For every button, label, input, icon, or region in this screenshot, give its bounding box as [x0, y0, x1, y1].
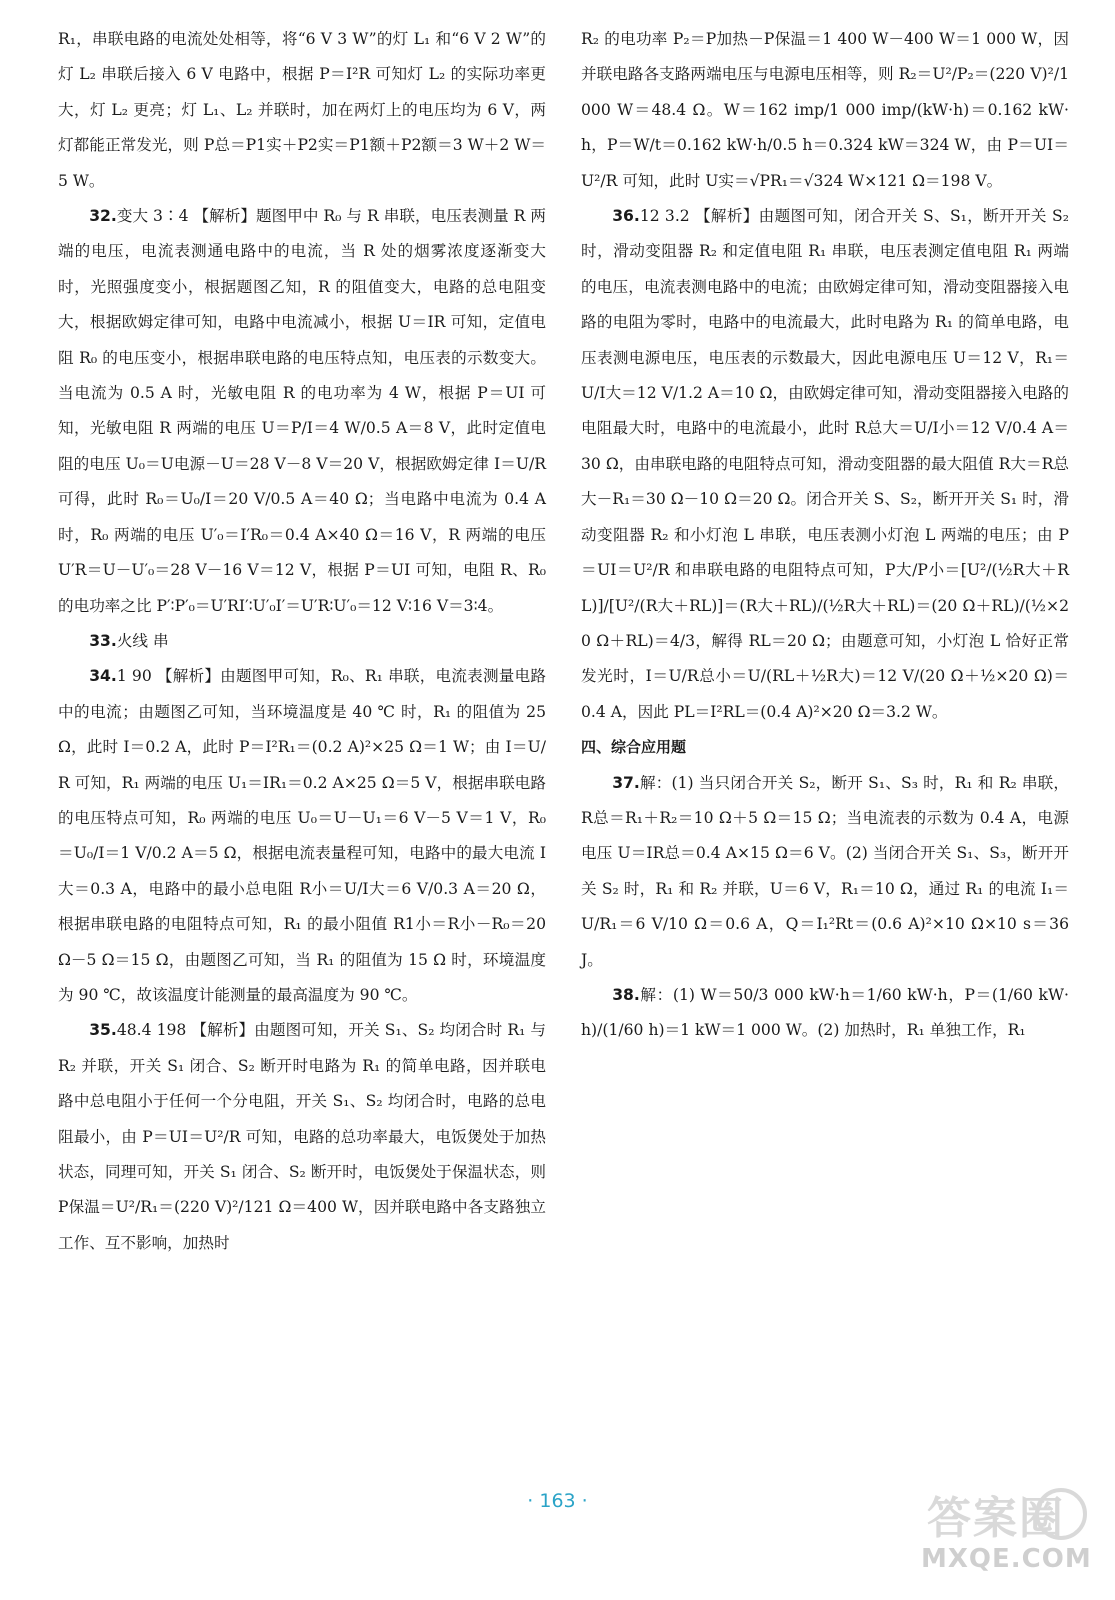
question-number: 37. — [612, 773, 640, 792]
answer-text: 火线 串 — [116, 631, 169, 650]
answer-text: 解：(1) W＝50/3 000 kW·h＝1/60 kW·h，P＝(1/60 kW·h)/(1/60 h)＝1 kW＝1 000 W。(2) 加热时，R₁ 单独工作，R₁ — [581, 985, 1069, 1040]
section-heading: 四、综合应用题 — [581, 738, 687, 757]
watermark — [921, 1482, 1091, 1582]
question-number: 38. — [612, 985, 640, 1004]
question-number: 35. — [89, 1021, 117, 1040]
answer-paragraph — [58, 659, 546, 1013]
question-number: 32. — [89, 207, 117, 226]
left-column — [58, 22, 546, 1261]
answer-paragraph — [58, 22, 546, 199]
page-number: · 163 · — [527, 1490, 588, 1512]
answer-text: 解：(1) 当只闭合开关 S₂，断开 S₁、S₃ 时，R₁ 和 R₂ 串联，R总＝R₁＋R₂＝10 Ω＋5 Ω＝15 Ω；当电流表的示数为 0.4 A，电源电压 U＝IR总＝0.4 A×15 Ω＝6 V。(2) 当闭合开关 S₁、S₃，断开开关 S₂ 时，R₁ 和 R₂ 并联，U＝6 V，R₁＝10 Ω，通过 R₁ 的电流 I₁＝U/R₁＝6 V/10 Ω＝0.6 A，Q＝I₁²Rt＝(0.6 A)²×10 Ω×10 s＝36 J。 — [581, 773, 1069, 969]
answer-paragraph — [58, 199, 546, 624]
answer-paragraph — [581, 199, 1069, 730]
answer-text: 1 90 【解析】由题图甲可知，R₀、R₁ 串联，电流表测量电路中的电流；由题图乙可知，当环境温度是 40 ℃ 时，R₁ 的阻值为 25 Ω，此时 I＝0.2 A，此时 P＝I²R₁＝(0.2 A)²×25 Ω＝1 W；由 I＝U/R 可知，R₁ 两端的电压 U₁＝IR₁＝0.2 A×25 Ω＝5 V，根据串联电路的电压特点可知，R₀ 两端的电压 U₀＝U－U₁＝6 V－5 V＝1 V，R₀＝U₀/I＝1 V/0.2 A＝5 Ω，根据电流表量程可知，电路中的最大电流 I大＝0.3 A，电路中的最小总电阻 R小＝U/I大＝6 V/0.3 A＝20 Ω，根据串联电路的电阻特点可知，R₁ 的最小阻值 R1小＝R小－R₀＝20 Ω－5 Ω＝15 Ω，由题图乙可知，当 R₁ 的阻值为 15 Ω 时，环境温度为 90 ℃，故该温度计能测量的最高温度为 90 ℃。 — [58, 667, 546, 1004]
answer-text: 12 3.2 【解析】由题图可知，闭合开关 S、S₁，断开开关 S₂ 时，滑动变阻器 R₂ 和定值电阻 R₁ 串联，电压表测定值电阻 R₁ 两端的电压，电流表测电路中的电流；由欧姆定律可知，滑动变阻器接入电路的电阻为零时，电路中的电流最大，此时电路为 R₁ 的简单电路，电压表测电源电压，电压表的示数最大，因此电源电压 U＝12 V，R₁＝U/I大＝12 V/1.2 A＝10 Ω，由欧姆定律可知，滑动变阻器接入电路的电阻最大时，电路中的电流最小，此时 R总大＝U/I小＝12 V/0.4 A＝30 Ω，由串联电路的电阻特点可知，滑动变阻器的最大阻值 R大＝R总大－R₁＝30 Ω－10 Ω＝20 Ω。闭合开关 S、S₂，断开开关 S₁ 时，滑动变阻器 R₂ 和小灯泡 L 串联，电压表测小灯泡 L 两端的电压；由 P＝UI＝U²/R 和串联电路的电阻特点可知，P大/P小＝[U²/(½R大＋RL)]/[U²/(R大＋RL)]＝(R大＋RL)/(½R大＋RL)＝(20 Ω＋RL)/(½×20 Ω＋RL)＝4/3，解得 RL＝20 Ω；由题意可知，小灯泡 L 恰好正常发光时，I＝U/R总小＝U/(RL＋½R大)＝12 V/(20 Ω＋½×20 Ω)＝0.4 A，因此 PL＝I²RL＝(0.4 A)²×20 Ω＝3.2 W。 — [581, 207, 1069, 721]
question-number: 33. — [89, 631, 117, 650]
answer-paragraph — [581, 22, 1069, 199]
answer-paragraph — [581, 766, 1069, 978]
answer-paragraph — [58, 624, 546, 659]
answer-text: 48.4 198 【解析】由题图可知，开关 S₁、S₂ 均闭合时 R₁ 与 R₂ 并联，开关 S₁ 闭合、S₂ 断开时电路为 R₁ 的简单电路，因并联电路中总电阻小于任何一个分电阻，开关 S₁、S₂ 均闭合时，电路的总电阻最小，由 P＝UI＝U²/R 可知，电路的总功率最大，电饭煲处于加热状态，同理可知，开关 S₁ 闭合、S₂ 断开时，电饭煲处于保温状态，则 P保温＝U²/R₁＝(220 V)²/121 Ω＝400 W，因并联电路中各支路独立工作、互不影响，加热时 — [58, 1021, 546, 1252]
right-column — [581, 22, 1069, 1049]
answer-text: 变大 3∶4 【解析】题图甲中 R₀ 与 R 串联，电压表测量 R 两端的电压，电流表测通电路中的电流，当 R 处的烟雾浓度逐渐变大时，光照强度变小，根据题图乙知，R 的阻值变大，电路的总电阻变大，根据欧姆定律可知，电路中电流减小，根据 U＝IR 可知，定值电阻 R₀ 的电压变小，根据串联电路的电压特点知，电压表的示数变大。当电流为 0.5 A 时，光敏电阻 R 的电功率为 4 W，根据 P＝UI 可知，光敏电阻 R 两端的电压 U＝P/I＝4 W/0.5 A＝8 V，此时定值电阻的电压 U₀＝U电源－U＝28 V－8 V＝20 V，根据欧姆定律 I＝U/R 可得，此时 R₀＝U₀/I＝20 V/0.5 A＝40 Ω；当电路中电流为 0.4 A 时，R₀ 两端的电压 U′₀＝I′R₀＝0.4 A×40 Ω＝16 V，R 两端的电压 U′R＝U－U′₀＝28 V－16 V＝12 V，根据 P＝UI 可知，电阻 R、R₀ 的电功率之比 P′∶P′₀＝U′RI′∶U′₀I′＝U′R∶U′₀＝12 V∶16 V＝3∶4。 — [58, 207, 546, 615]
answer-paragraph — [581, 978, 1069, 1049]
question-number: 36. — [612, 207, 640, 226]
watermark-logo: 答案圈 — [927, 1493, 1065, 1544]
answer-text: R₂ 的电功率 P₂＝P加热－P保温＝1 400 W－400 W＝1 000 W，因并联电路各支路两端电压与电源电压相等，则 R₂＝U²/P₂＝(220 V)²/1 000 W＝48.4 Ω。W＝162 imp/1 000 imp/(kW·h)＝0.162 kW·h，P＝W/t＝0.162 kW·h/0.5 h＝0.324 kW＝324 W，由 P＝UI＝U²/R 可知，此时 U实＝√PR₁＝√324 W×121 Ω＝198 V。 — [581, 30, 1069, 190]
question-number: 34. — [89, 667, 117, 686]
watermark-site: MXQE.COM — [921, 1544, 1092, 1574]
watermark-badge-icon — [1035, 1488, 1087, 1540]
answer-text: R₁，串联电路的电流处处相等，将“6 V 3 W”的灯 L₁ 和“6 V 2 W”的灯 L₂ 串联后接入 6 V 电路中，根据 P＝I²R 可知灯 L₂ 的实际功率更大，灯 L₂ 更亮；灯 L₁、L₂ 并联时，加在两灯上的电压均为 6 V，两灯都能正常发光，则 P总＝P1实＋P2实＝P1额＋P2额＝3 W＋2 W＝5 W。 — [58, 30, 546, 190]
answer-paragraph — [58, 1013, 546, 1261]
